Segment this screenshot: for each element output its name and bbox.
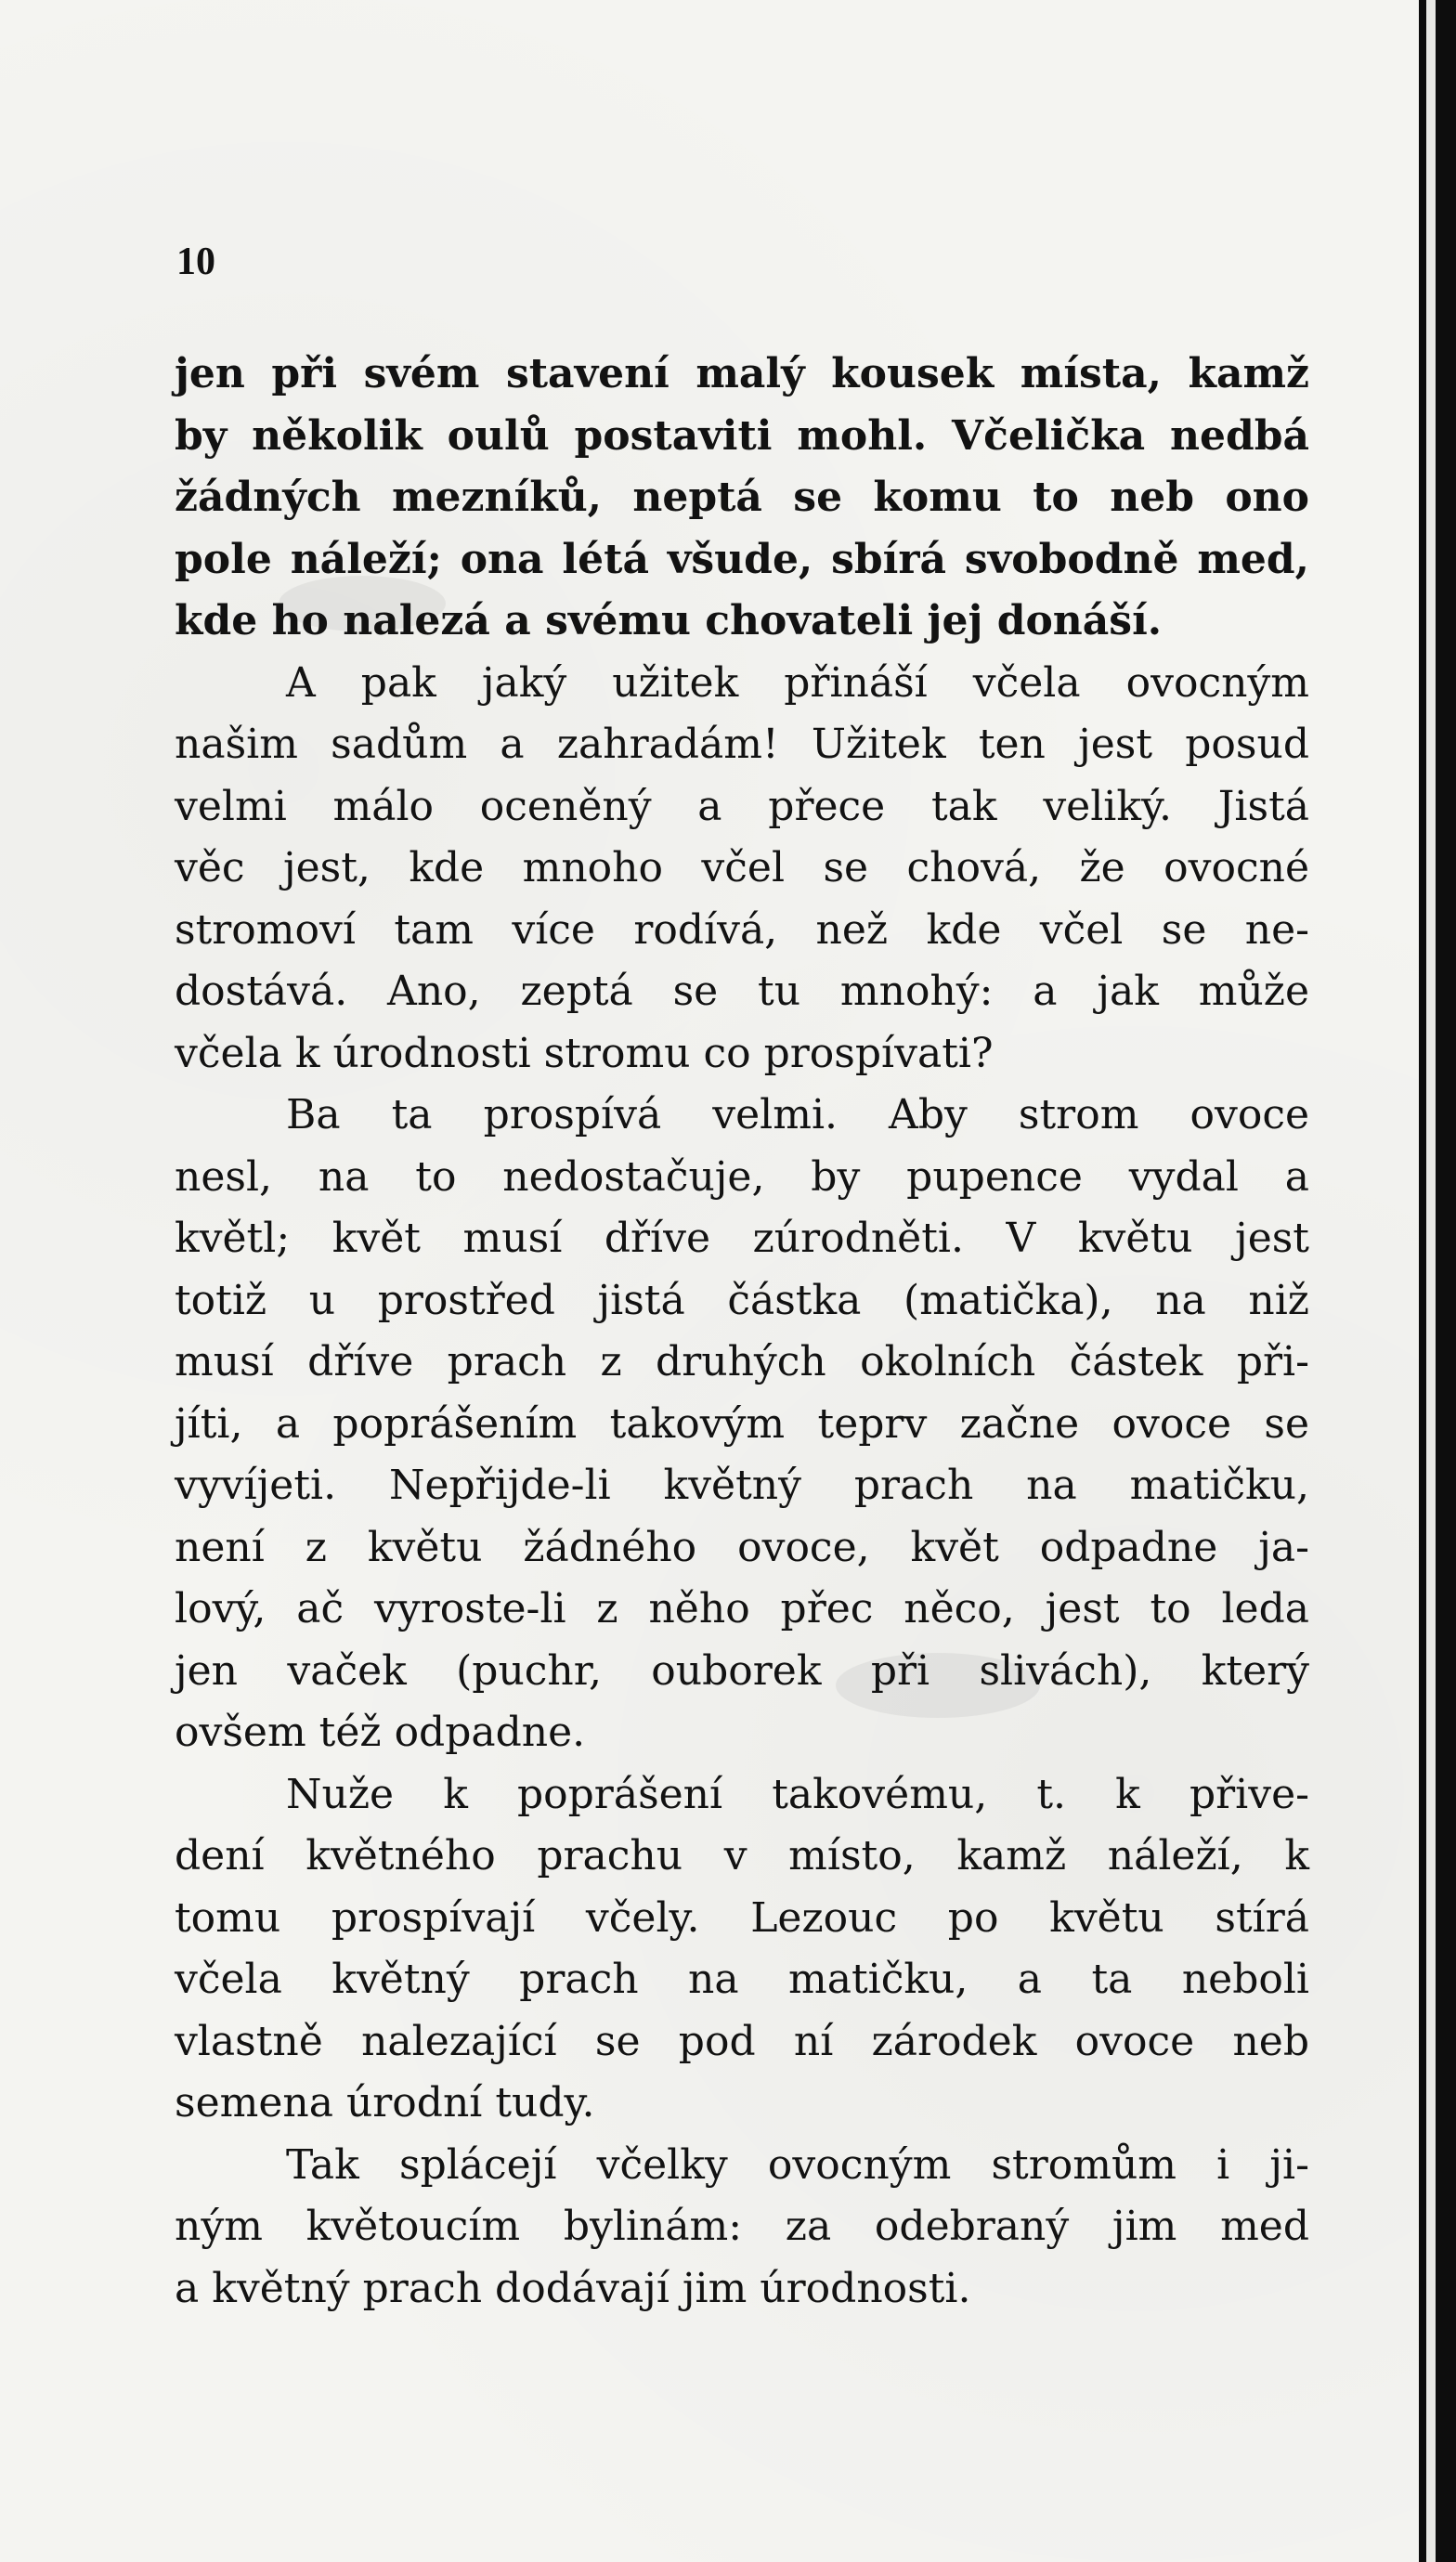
text-line: semena úrodní tudy.	[175, 2079, 595, 2126]
text-line: A pak jaký užitek přináší včela ovocným	[286, 658, 1309, 707]
page-edge-strip	[1426, 0, 1436, 2562]
text-line: pole náleží; ona létá všude, sbírá svobodně med,	[175, 535, 1309, 583]
text-line: kde ho nalezá a svému chovateli jej donáší.	[175, 597, 1163, 644]
text-line: stromoví tam více rodívá, než kde včel se ne-	[175, 905, 1309, 954]
text-line: vlastně nalezající se pod ní zárodek ovoce neb	[175, 2017, 1309, 2065]
text-line: věc jest, kde mnoho včel se chová, že ovocné	[175, 844, 1309, 891]
text-line: velmi málo oceněný a přece tak veliký. Jistá	[175, 782, 1309, 830]
text-line: Tak splácejí včelky ovocným stromům i ji-	[286, 2140, 1309, 2189]
text-line: ovšem též odpadne.	[175, 1709, 586, 1756]
paragraph-1	[175, 344, 1309, 653]
text-line: by několik oulů postaviti mohl. Včelička nedbá	[175, 411, 1309, 460]
text-line: lový, ač vyroste-li z něho přec něco, jest to leda	[175, 1585, 1309, 1632]
paragraph-3	[175, 1085, 1309, 1764]
text-line: jíti, a poprášením takovým teprv začne ovoce se	[175, 1399, 1309, 1448]
text-line: dostává. Ano, zeptá se tu mnohý: a jak může	[175, 968, 1309, 1015]
text-line: vyvíjeti. Nepřijde-li květný prach na matičku,	[175, 1462, 1309, 1509]
text-line: tomu prospívají včely. Lezouc po květu stírá	[175, 1893, 1309, 1942]
text-line: a květný prach dodávají jim úrodnosti.	[175, 2264, 971, 2312]
page-edge	[1419, 0, 1456, 2562]
text-line: ným květoucím bylinám: za odebraný jim med	[175, 2203, 1309, 2250]
text-line: jen vaček (puchr, ouborek při slivách), který	[175, 1646, 1309, 1695]
text-line: totiž u prostřed jistá částka (matička), na niž	[175, 1276, 1309, 1324]
text-line: včela k úrodnosti stromu co prospívati?	[175, 1029, 994, 1077]
text-line: Ba ta prospívá velmi. Aby strom ovoce	[286, 1091, 1309, 1138]
text-line: musí dříve prach z druhých okolních částek při-	[175, 1338, 1309, 1385]
text-line: nesl, na to nedostačuje, by pupence vydal a	[175, 1152, 1309, 1201]
paragraph-5	[175, 2135, 1309, 2321]
text-line: našim sadům a zahradám! Užitek ten jest posud	[175, 721, 1309, 768]
text-line: květl; květ musí dříve zúrodněti. V květu jest	[175, 1215, 1309, 1262]
text-line: žádných mezníků, neptá se komu to neb ono	[175, 474, 1309, 521]
text-line: Nuže k poprášení takovému, t. k přive-	[286, 1770, 1309, 1818]
text-line: dení květného prachu v místo, kamž náleží, k	[175, 1832, 1309, 1879]
text-line: není z květu žádného ovoce, květ odpadne ja-	[175, 1523, 1309, 1571]
paragraph-4	[175, 1764, 1309, 2135]
page-number: 10	[176, 241, 215, 283]
text-line: jen při svém stavení malý kousek místa, kamž	[175, 350, 1309, 397]
text-line: včela květný prach na matičku, a ta neboli	[175, 1956, 1309, 2003]
body-text	[175, 344, 1309, 2320]
paragraph-2	[175, 653, 1309, 1086]
